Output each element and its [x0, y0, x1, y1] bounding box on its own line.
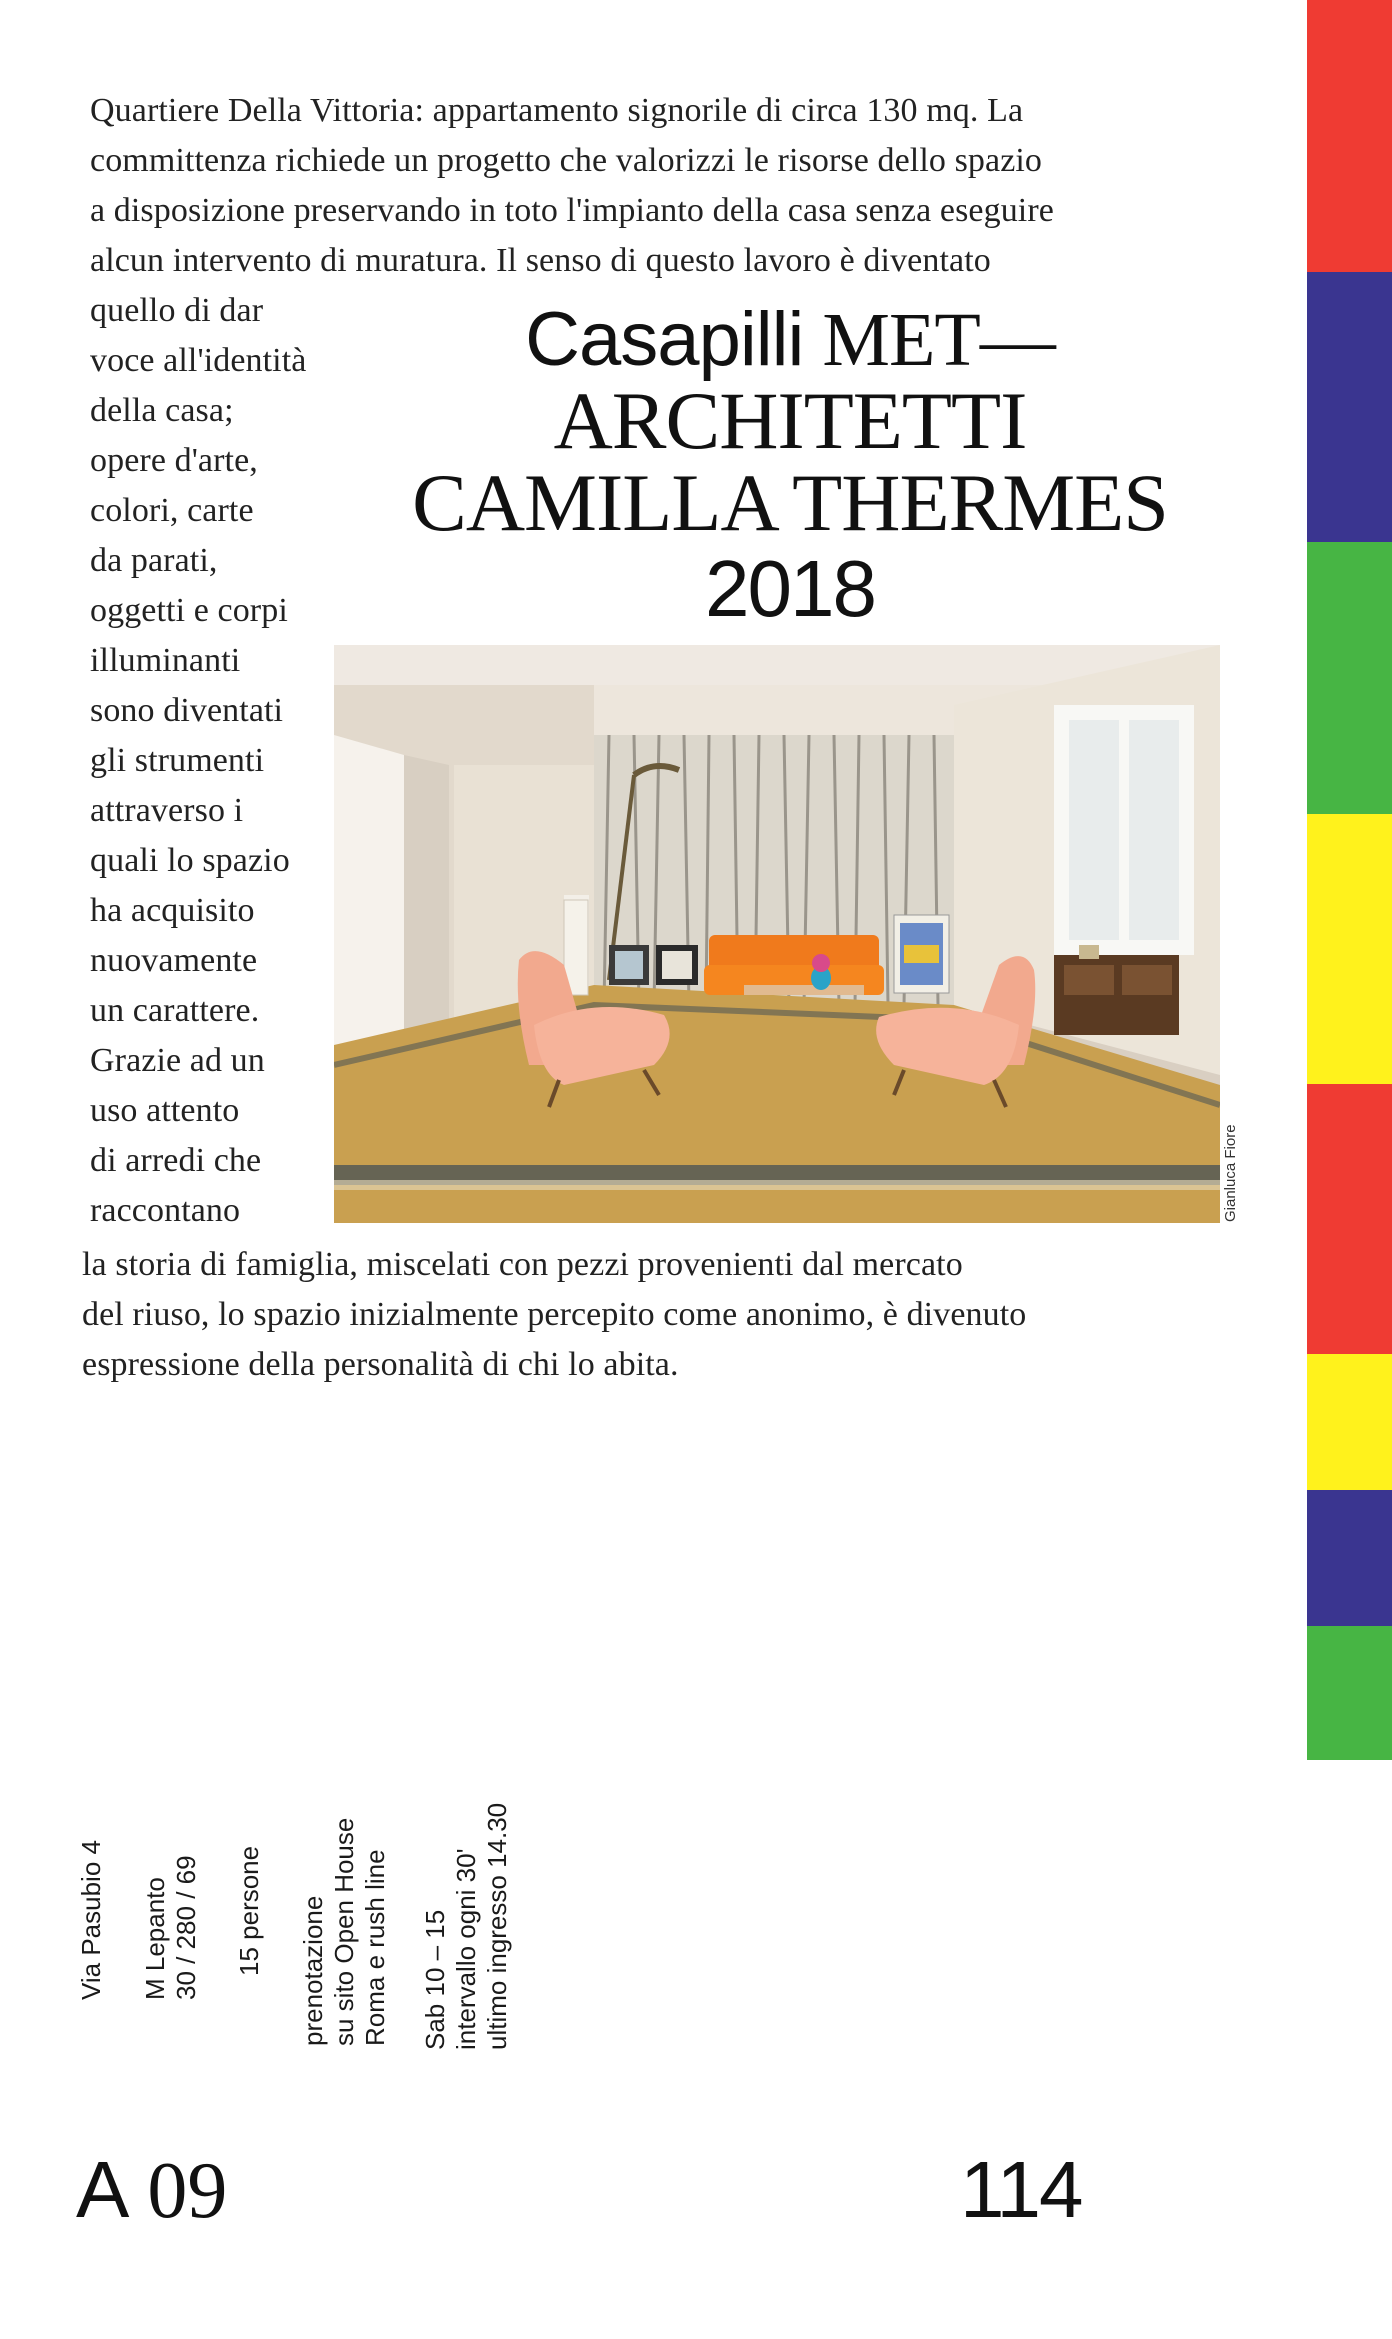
project-title: [340, 297, 1240, 634]
info-line: 30 / 280 / 69: [171, 1855, 201, 2000]
info-line: Via Pasubio 4: [76, 1840, 106, 2000]
side-line: illuminanti: [90, 642, 241, 679]
side-line: sono diventati: [90, 692, 284, 729]
color-segment-red: [1307, 0, 1392, 272]
color-segment-green: [1307, 542, 1392, 814]
side-line: della casa;: [90, 392, 234, 429]
side-line: uso attento: [90, 1092, 240, 1129]
side-line: opere d'arte,: [90, 442, 258, 479]
info-address: [76, 1840, 107, 2000]
intro-paragraph: [90, 86, 1230, 286]
side-line: da parati,: [90, 542, 218, 579]
info-line: Roma e rush line: [360, 1849, 390, 2046]
intro-line: alcun intervento di muratura. Il senso di questo lavoro è diventato: [90, 242, 991, 279]
side-line: attraverso i: [90, 792, 244, 829]
closing-line: del riuso, lo spazio inizialmente percepito come anonimo, è divenuto: [82, 1296, 1027, 1333]
info-transport: [140, 1855, 202, 2000]
architect-name: CAMILLA THERMES: [412, 457, 1168, 548]
side-line: di arredi che: [90, 1142, 262, 1179]
side-line: raccontano: [90, 1192, 241, 1229]
project-year: 2018: [705, 544, 875, 633]
interior-photo: [334, 645, 1220, 1223]
studio-name-part1: MET—: [822, 298, 1055, 382]
section-letter: A: [76, 2145, 130, 2234]
closing-line: espressione della personalità di chi lo abita.: [82, 1346, 679, 1383]
side-line: gli strumenti: [90, 742, 265, 779]
closing-line: la storia di famiglia, miscelati con pezzi provenienti dal mercato: [82, 1246, 963, 1283]
info-line: ultimo ingresso 14.30: [482, 1802, 512, 2050]
studio-name-part2: ARCHITETTI: [553, 375, 1027, 466]
photo-credit: Gianluca Fiore: [1222, 1124, 1239, 1222]
info-line: prenotazione: [298, 1895, 328, 2046]
side-line: colori, carte: [90, 492, 254, 529]
color-segment-blue: [1307, 1490, 1392, 1626]
info-line: su sito Open House: [329, 1817, 359, 2046]
color-segment-green: [1307, 1626, 1392, 1760]
page-number: 114: [960, 2145, 1082, 2234]
title-line-1: [340, 297, 1240, 382]
info-line: M Lepanto: [140, 1877, 170, 2000]
side-line: quello di dar: [90, 292, 264, 329]
side-paragraph: [90, 286, 340, 1236]
closing-paragraph: [82, 1240, 1222, 1390]
info-line: Sab 10 – 15: [420, 1909, 450, 2050]
section-code: [76, 2140, 227, 2241]
info-capacity: [234, 1846, 265, 1976]
info-line: intervallo ogni 30': [451, 1848, 481, 2050]
side-line: nuovamente: [90, 942, 258, 979]
section-number: 09: [147, 2147, 228, 2235]
intro-line: Quartiere Della Vittoria: appartamento signorile di circa 130 mq. La: [90, 92, 1024, 129]
intro-line: a disposizione preservando in toto l'impianto della casa senza eseguire: [90, 192, 1054, 229]
side-line: un carattere.: [90, 992, 260, 1029]
side-line: quali lo spazio: [90, 842, 290, 879]
info-booking: [298, 1818, 391, 2046]
color-segment-red: [1307, 1084, 1392, 1354]
intro-line: committenza richiede un progetto che valorizzi le risorse dello spazio: [90, 142, 1043, 179]
side-line: Grazie ad un: [90, 1042, 265, 1079]
color-segment-blue: [1307, 272, 1392, 542]
color-bar: [1307, 0, 1392, 1760]
side-line: oggetti e corpi: [90, 592, 288, 629]
side-line: voce all'identità: [90, 342, 307, 379]
info-schedule: [420, 1803, 513, 2050]
color-segment-yellow: [1307, 1354, 1392, 1490]
info-line: 15 persone: [234, 1845, 264, 1976]
side-line: ha acquisito: [90, 892, 255, 929]
project-name: Casapilli: [525, 297, 804, 382]
color-segment-yellow: [1307, 814, 1392, 1084]
